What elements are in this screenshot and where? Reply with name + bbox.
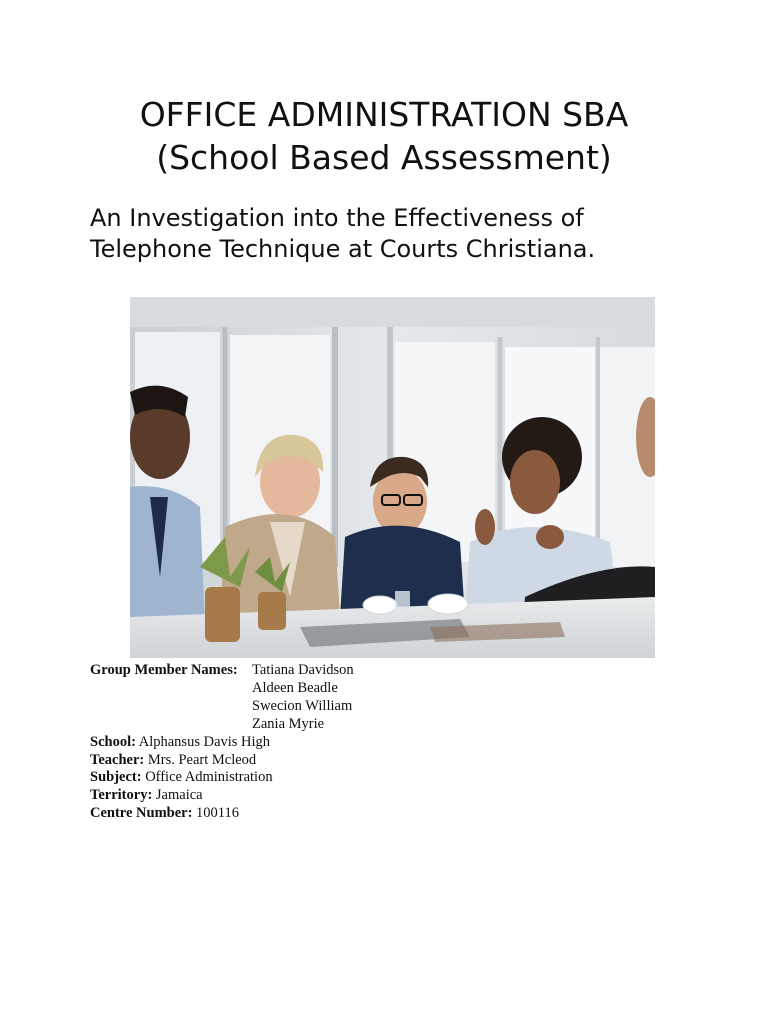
spacer-row — [90, 680, 273, 698]
school-row — [90, 734, 273, 752]
teacher-row — [90, 752, 273, 770]
spacer-row — [90, 716, 273, 734]
school-label: School: — [90, 733, 136, 750]
subject-row — [90, 769, 273, 787]
centre-value: 100116 — [196, 805, 240, 822]
subtitle-line-2: Telephone Technique at Courts Christiana. — [90, 235, 596, 263]
members-label: Group Member Names: — [90, 662, 238, 678]
member-name: Swecion William — [252, 697, 353, 714]
document-title — [0, 93, 768, 179]
territory-label: Territory: — [90, 787, 153, 804]
members-row — [90, 662, 273, 680]
teacher-label: Teacher: — [90, 751, 145, 768]
title-line-2: (School Based Assessment) — [156, 138, 612, 177]
member-name: Zania Myrie — [252, 715, 325, 732]
meeting-photo — [130, 297, 655, 658]
details-block — [90, 662, 273, 823]
subtitle-line-1: An Investigation into the Effectiveness of — [90, 204, 584, 232]
member-name: Tatiana Davidson — [252, 662, 354, 678]
centre-label: Centre Number: — [90, 805, 193, 822]
spacer-row — [90, 698, 273, 716]
subject-value: Office Administration — [145, 769, 273, 786]
title-line-1: OFFICE ADMINISTRATION SBA — [139, 95, 629, 134]
member-list — [252, 662, 354, 734]
centre-row — [90, 805, 273, 823]
document-subtitle — [90, 203, 690, 265]
subject-label: Subject: — [90, 769, 142, 786]
territory-row — [90, 787, 273, 805]
territory-value: Jamaica — [155, 787, 203, 804]
teacher-value: Mrs. Peart Mcleod — [147, 751, 257, 768]
school-value: Alphansus Davis High — [138, 733, 271, 750]
member-name: Aldeen Beadle — [252, 679, 338, 696]
